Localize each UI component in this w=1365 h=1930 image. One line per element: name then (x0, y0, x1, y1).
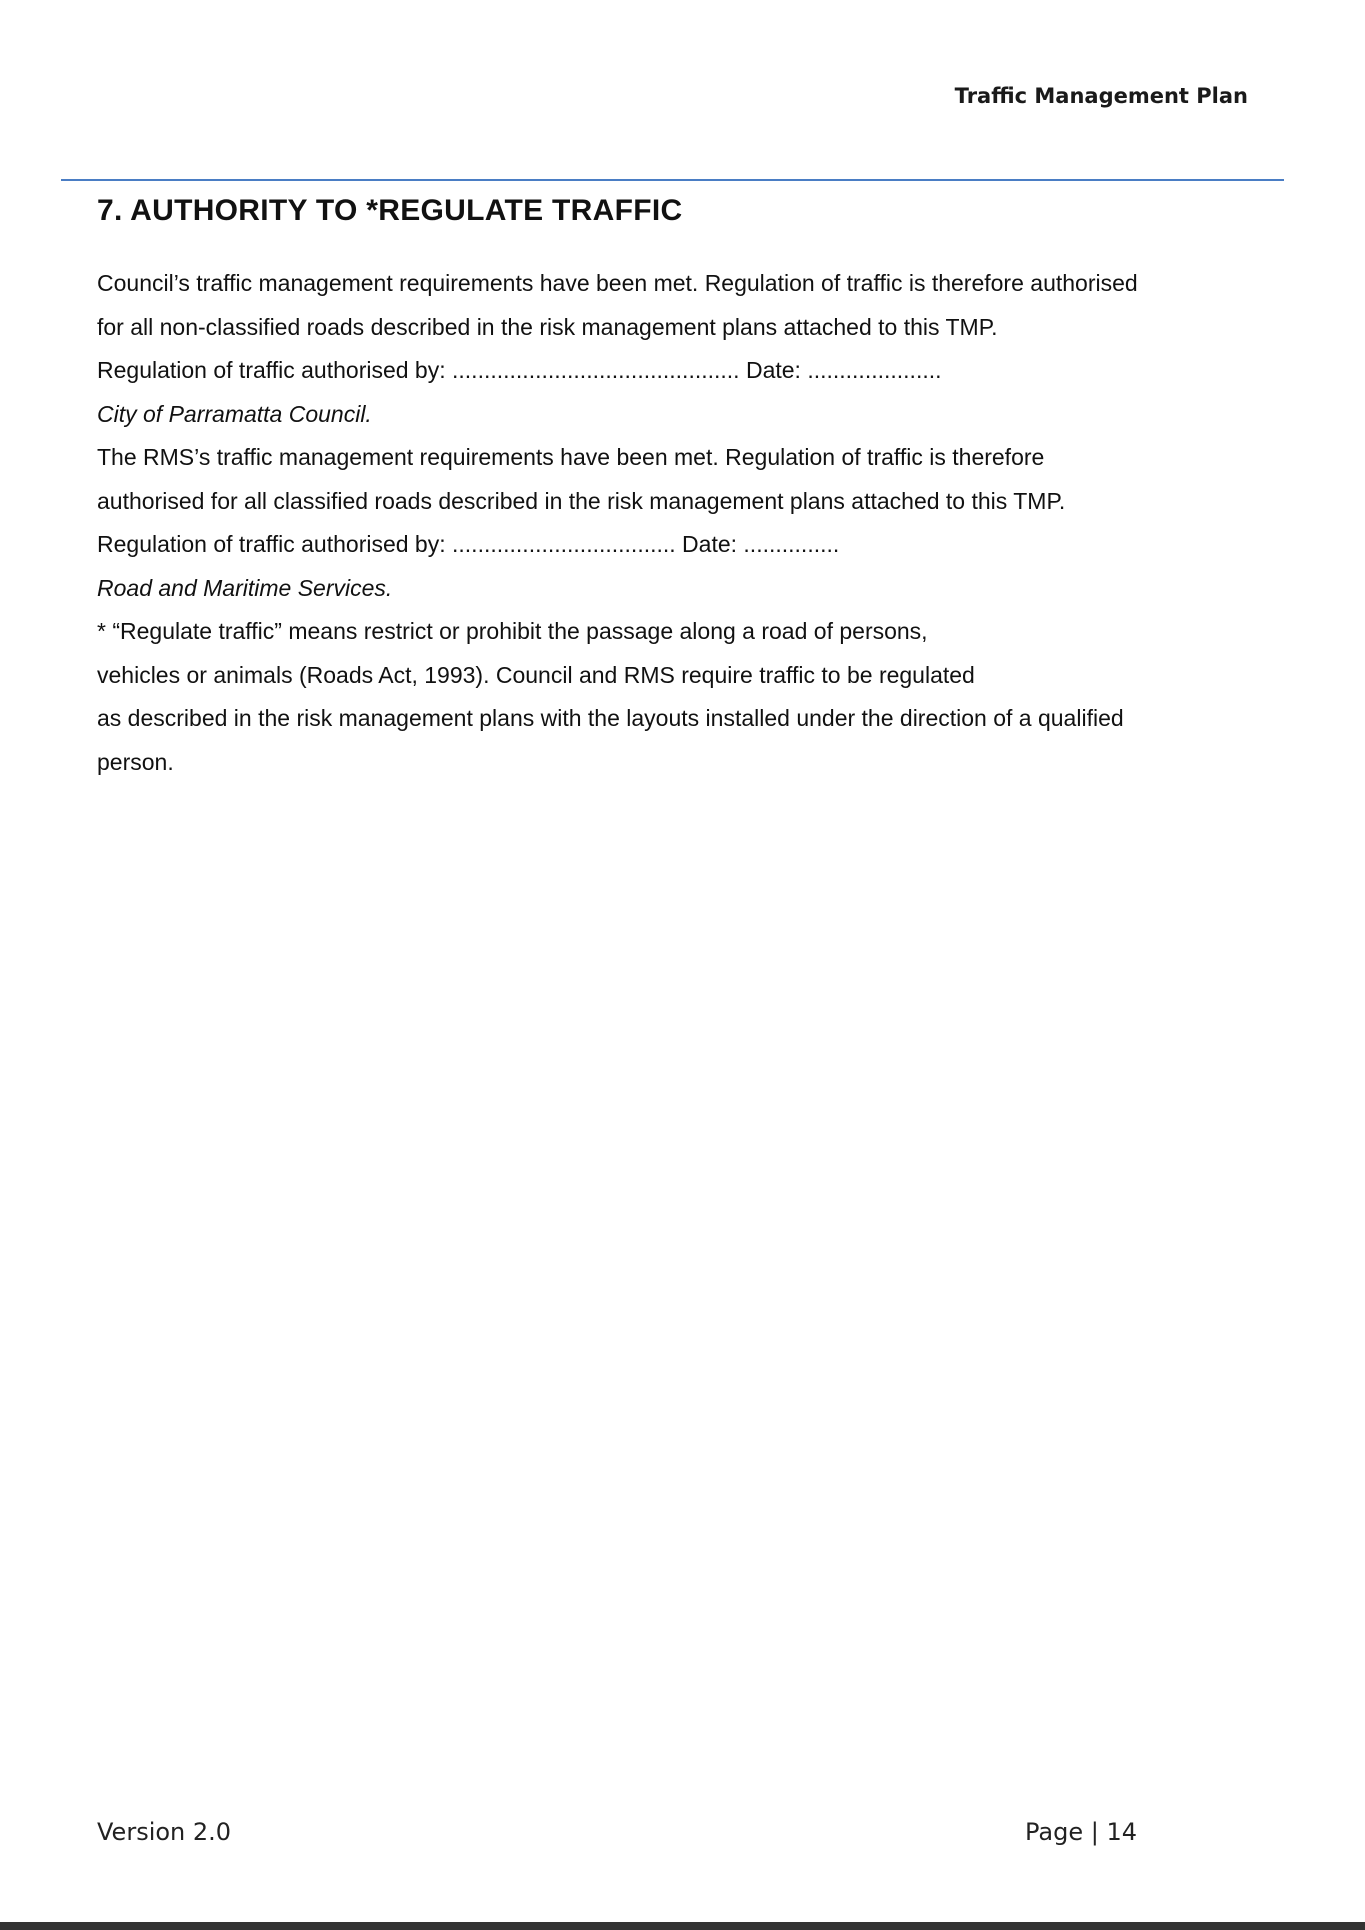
rms-authorisation-line: Regulation of traffic authorised by: ................................... Date: ............... (97, 531, 840, 557)
section-heading: 7. AUTHORITY TO *REGULATE TRAFFIC (97, 194, 683, 227)
paragraph-line: The RMS’s traffic management requirements have been met. Regulation of traffic is therefore (97, 444, 1045, 470)
footnote-line: * “Regulate traffic” means restrict or prohibit the passage along a road of persons, (97, 618, 928, 644)
footnote-line: as described in the risk management plans with the layouts installed under the direction of a qualified (97, 705, 1124, 731)
paragraph-line: for all non-classified roads described in the risk management plans attached to this TMP. (97, 313, 998, 340)
footnote-line: person. (97, 748, 174, 775)
council-authorisation-line: Regulation of traffic authorised by: ............................................. Date: ..................... (97, 357, 942, 383)
paragraph-line: authorised for all classified roads described in the risk management plans attached to this TMP. (97, 487, 1066, 514)
footnote-line: vehicles or animals (Roads Act, 1993). Council and RMS require traffic to be regulated (97, 661, 975, 688)
section-body (97, 262, 1287, 784)
page-bottom-edge (0, 1922, 1365, 1930)
paragraph-line: Council’s traffic management requirements have been met. Regulation of traffic is therefore authorised (97, 270, 1138, 296)
header-divider (61, 179, 1284, 181)
document-header-title: Traffic Management Plan (954, 84, 1248, 108)
footer-page-number: Page | 14 (1025, 1818, 1137, 1846)
rms-name: Road and Maritime Services. (97, 574, 393, 601)
footer-version: Version 2.0 (97, 1818, 232, 1846)
council-name: City of Parramatta Council. (97, 400, 372, 427)
